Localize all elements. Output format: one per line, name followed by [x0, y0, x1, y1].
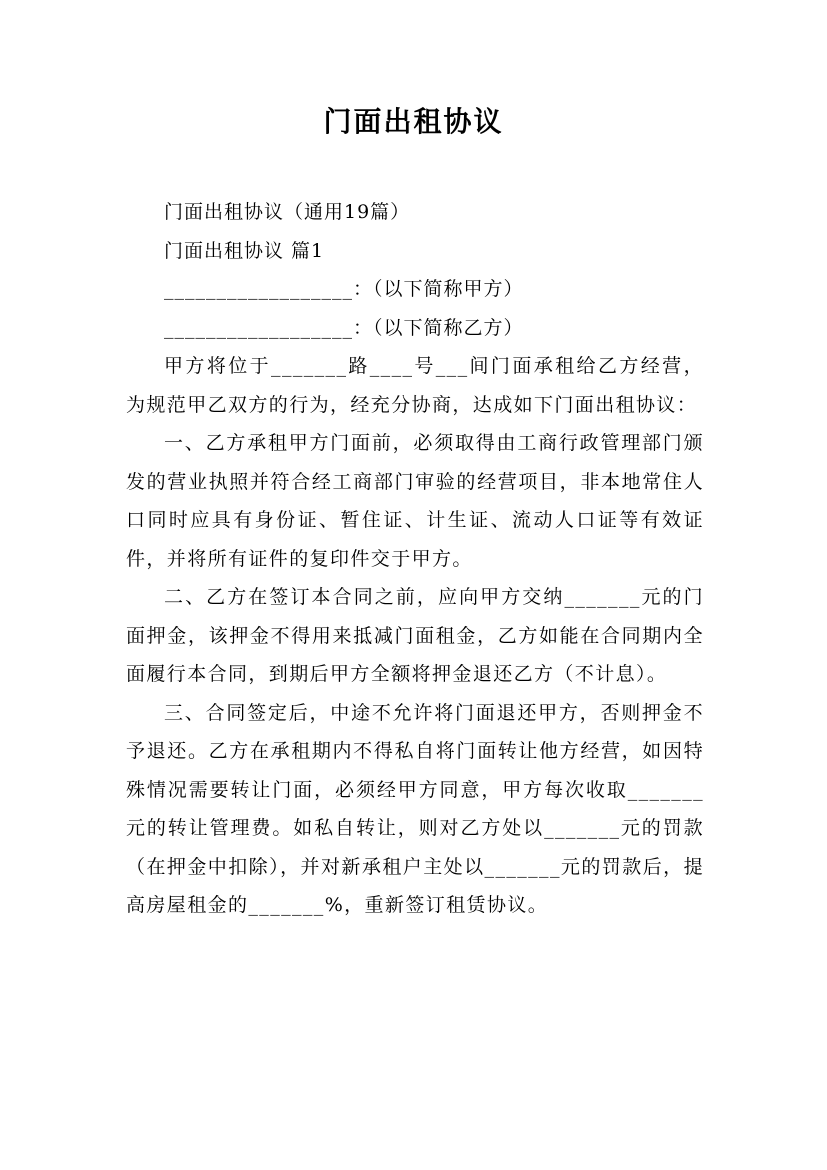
- document-title: 门面出租协议: [323, 105, 504, 138]
- section-heading: 门面出租协议 篇1: [164, 239, 325, 262]
- clause-3-paragraph: 三、合同签定后，中途不允许将门面退还甲方，否则押金不予退还。乙方在承租期内不得私自将门面转让他方经营，如因特殊情况需要转让门面，必须经甲方同意，甲方每次收取_______元的转让管理费。如私自转让，则对乙方处以_______元的罚款（在押金中扣除），并对新承租户主处以_______元的罚款后，提高房屋租金的_______%，重新签订租赁协议。: [126, 701, 704, 916]
- document-body: [126, 193, 704, 925]
- intro-paragraph: 甲方将位于_______路____号___间门面承租给乙方经营，为规范甲乙双方的行为，经充分协商，达成如下门面出租协议：: [126, 355, 704, 416]
- party-a-line: __________________：（以下简称甲方）: [164, 278, 524, 300]
- party-b-line: __________________：（以下简称乙方）: [164, 316, 524, 339]
- clause-1-paragraph: 一、乙方承租甲方门面前，必须取得由工商行政管理部门颁发的营业执照并符合经工商部门审验的经营项目，非本地常住人口同时应具有身份证、暂住证、计生证、流动人口证等有效证件，并将所有证件的复印件交于甲方。: [126, 432, 704, 570]
- clause-2-paragraph: 二、乙方在签订本合同之前，应向甲方交纳_______元的门面押金，该押金不得用来抵减门面租金，乙方如能在合同期内全面履行本合同，到期后甲方全额将押金退还乙方（不计息）。: [126, 586, 704, 685]
- subtitle-paragraph: 门面出租协议（通用19篇）: [164, 201, 411, 223]
